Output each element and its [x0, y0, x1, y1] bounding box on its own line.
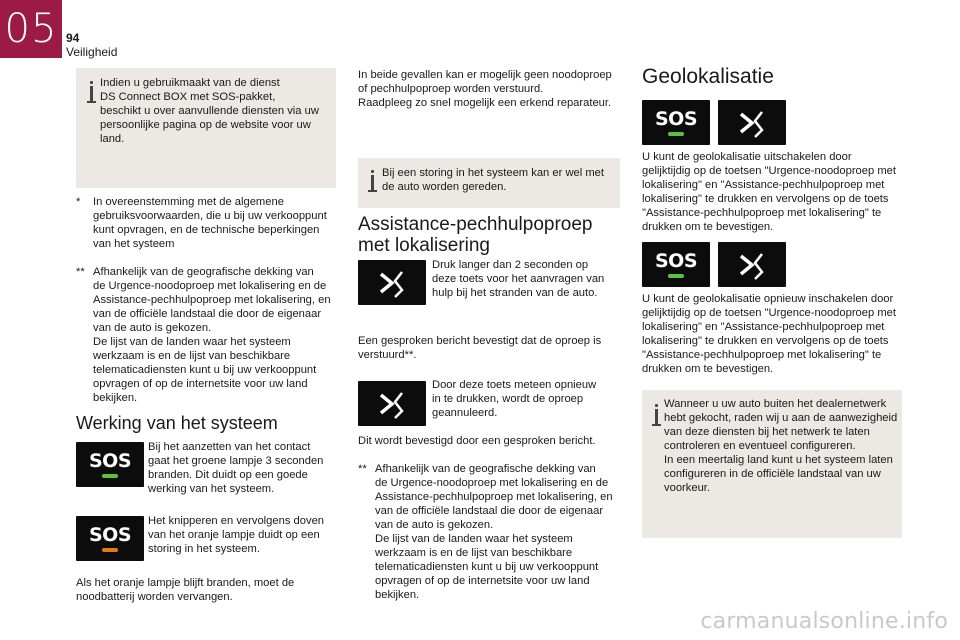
assistance-press-text: Druk langer dan 2 seconden op deze toets voor het aanvragen van hulp bij het stranden van de auto. — [432, 259, 605, 299]
operation-text-green: Bij het aanzetten van het contact gaat het groene lampje 3 seconden branden. Dit duidt op een goede werking van het systeem. — [148, 441, 324, 495]
chapter-tab: 05 — [0, 0, 62, 58]
assistance-button-image — [358, 381, 426, 426]
ds-assistance-icon — [358, 381, 426, 426]
green-lamp-icon — [102, 474, 118, 478]
fallback-intro: In beide gevallen kan er mogelijk geen noodoproep of pechhulpoproep worden verstuurd. Raadpleeg zo snel mogelijk een erkend reparateur. — [358, 69, 612, 109]
assistance-button-image — [718, 242, 786, 287]
operation-text-orange: Het knipperen en vervolgens doven van het oranje lampje duidt op een storing in het systeem. — [148, 515, 325, 555]
geolocation-disable-text: U kunt de geolokalisatie uitschakelen door gelijktijdig op de toetsen "Urgence-noodoproep met lokalisering" en "Assistance-pechhulpoproep met lokalisering" te drukken en vervolgens op de toets "Assistance-pechhulpoproep met lokalisering" te drukken om te bevestigen. — [642, 151, 896, 233]
info-text: Bij een storing in het systeem kan er wel met de auto worden gereden. — [382, 167, 604, 193]
info-icon — [367, 170, 377, 192]
section-heading-operation: Werking van het systeem — [76, 413, 278, 433]
info-text: Indien u gebruikmaakt van de dienst DS Connect BOX met SOS-pakket, beschikt u over aanvullende diensten via uw persoonlijke pagina op de website voor uw land. — [100, 77, 319, 145]
footnote-coverage — [76, 265, 341, 405]
footnote-text: In overeenstemming met de algemene gebruiksvoorwaarden, die u bij uw verkooppunt kunt opvragen, en de technische beperkingen van het systeem — [93, 196, 327, 250]
footnote-mark: ** — [358, 463, 367, 475]
ds-assistance-icon — [718, 242, 786, 287]
info-text: Wanneer u uw auto buiten het dealernetwerk hebt gekocht, raden wij u aan de aanwezigheid van deze diensten bij het netwerk te laten controleren en eventueel configureren. In een meertalig land kunt u het systeem laten configureren in de officiële landstaal van uw voorkeur. — [664, 398, 898, 494]
footnote-text: Afhankelijk van de geografische dekking van de Urgence-noodoproep met lokalisering en de Assistance-pechhulpoproep met lokalisering, en van de officiële landstaal die door de eigenaar van de auto is gekozen. De lijst van de landen waar het systeem werkzaam is en de lijst van beschikbare telematicadiensten kunt u bij uw verkooppunt opvragen of op de internetsite voor uw land bekijken. — [375, 463, 613, 601]
info-icon — [86, 81, 96, 103]
info-box-fault — [358, 158, 620, 208]
green-lamp-icon — [668, 132, 684, 136]
geolocation-enable-text: U kunt de geolokalisatie opnieuw inschakelen door gelijktijdig op de toetsen "Urgence-noodoproep met lokalisering" en "Assistance-pechhulpoproep met lokalisering" te drukken en vervolgens op de toets "Assistance-pechhulpoproep met lokalisering" te drukken om te bevestigen. — [642, 293, 896, 375]
sos-label: SOS — [88, 524, 132, 546]
page-number: 94 — [66, 31, 80, 45]
sos-button-orange-image — [76, 516, 144, 561]
footnote-mark: ** — [76, 266, 85, 278]
green-lamp-icon — [668, 274, 684, 278]
footnote-terms — [76, 195, 341, 251]
assistance-cancel-text: Door deze toets meteen opnieuw in te drukken, wordt de oproep geannuleerd. — [432, 379, 597, 419]
footnote-text: Afhankelijk van de geografische dekking van de Urgence-noodoproep met lokalisering en de Assistance-pechhulpoproep met lokalisering, en van de officiële landstaal die door de eigenaar van de auto is gekozen. De lijst van de landen waar het systeem werkzaam is en de lijst van beschikbare telematicadiensten kunt u bij uw verkooppunt opvragen of op de internetsite voor uw land bekijken. — [93, 266, 331, 404]
footnote-coverage — [358, 462, 623, 602]
battery-note: Als het oranje lampje blijft branden, moet de noodbatterij worden vervangen. — [76, 577, 295, 603]
sos-label: SOS — [88, 450, 132, 472]
sos-label: SOS — [654, 108, 698, 130]
info-box-ds-connect — [76, 68, 336, 188]
sos-button-image — [642, 100, 710, 145]
info-icon — [651, 404, 661, 426]
section-title: Veiligheid — [66, 45, 118, 59]
watermark: carmanualsonline.info — [700, 609, 948, 634]
assistance-button-image — [718, 100, 786, 145]
sos-button-green-image — [76, 442, 144, 487]
section-heading-assistance: Assistance-pechhulpoproep met lokalisering — [358, 214, 593, 256]
section-heading-geolocation: Geolokalisatie — [642, 65, 774, 88]
cancel-confirm-text: Dit wordt bevestigd door een gesproken bericht. — [358, 435, 596, 447]
footnote-mark: * — [76, 196, 81, 208]
info-box-dealer — [642, 390, 902, 538]
orange-lamp-icon — [102, 548, 118, 552]
assistance-confirm-text: Een gesproken bericht bevestigt dat de oproep is verstuurd**. — [358, 335, 602, 361]
sos-label: SOS — [654, 250, 698, 272]
ds-assistance-icon — [718, 100, 786, 145]
ds-assistance-icon — [358, 260, 426, 305]
sos-button-image — [642, 242, 710, 287]
assistance-button-image — [358, 260, 426, 305]
